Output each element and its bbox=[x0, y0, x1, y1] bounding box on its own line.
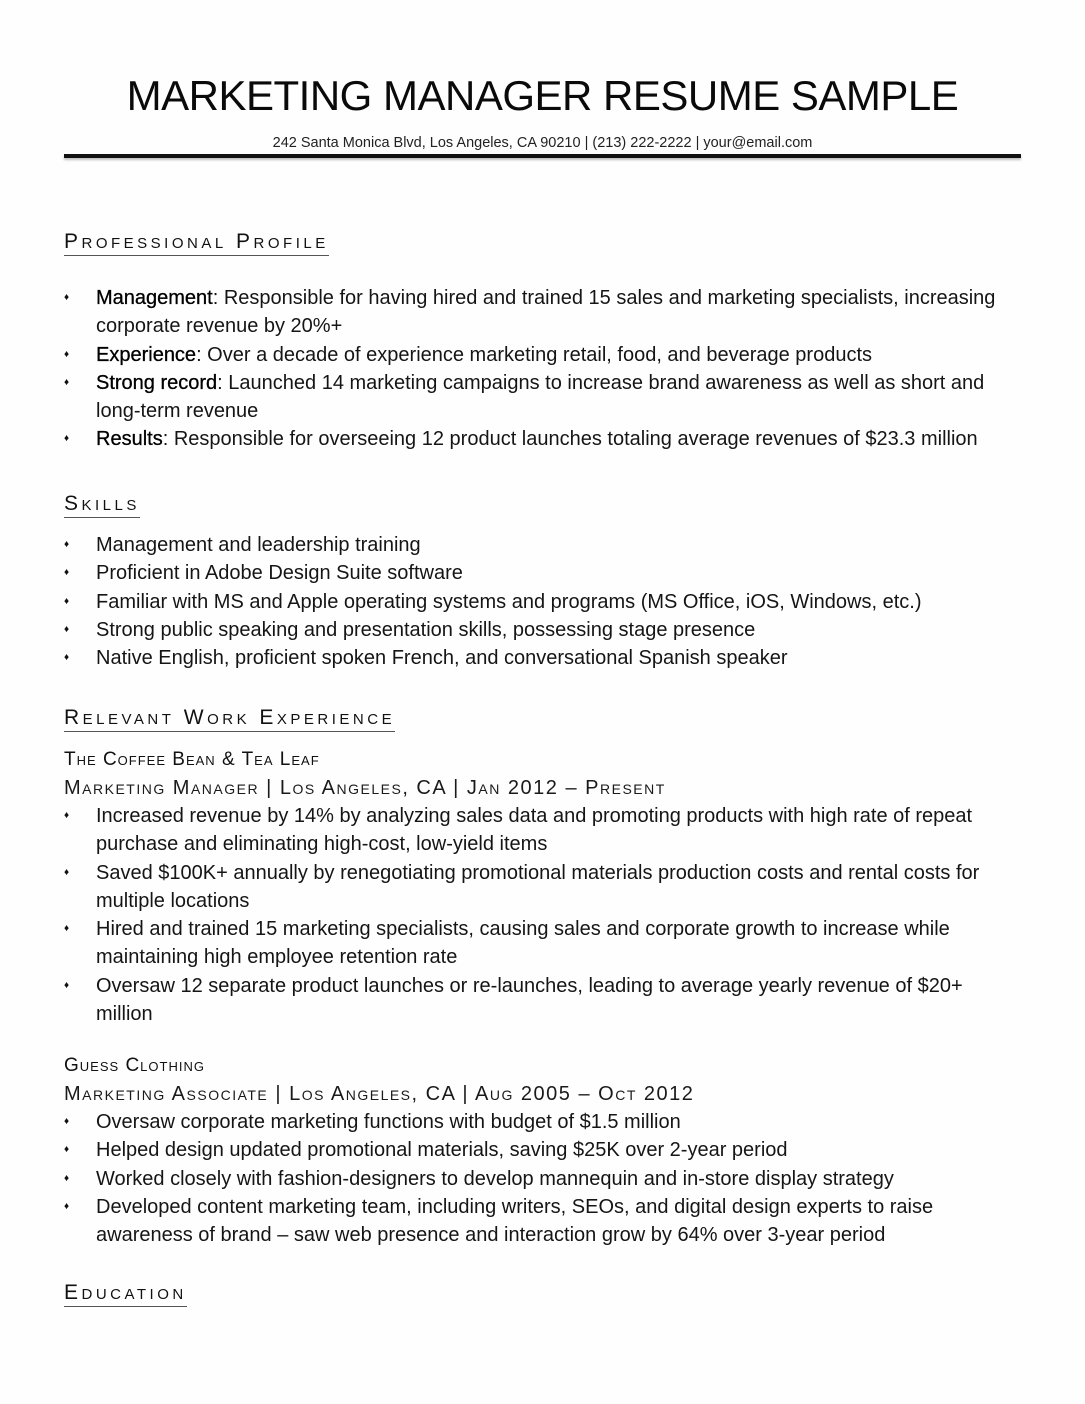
header-divider bbox=[64, 154, 1021, 158]
job-role: Marketing Associate | Los Angeles, CA | Aug 2005 – Oct 2012 bbox=[64, 1083, 695, 1105]
section-title-experience: Relevant Work Experience bbox=[64, 706, 395, 732]
list-item bbox=[64, 341, 1034, 369]
list-item: ♦ Saved $100K+ annually by renegotiating promotional materials production costs and rental costs for multiple locations bbox=[64, 859, 1034, 916]
profile-item-label: Experience bbox=[96, 343, 197, 366]
profile-item-text: : Responsible for overseeing 12 product launches totaling average revenues of $23.3 million bbox=[162, 428, 978, 451]
job-bullets bbox=[64, 802, 1034, 1028]
list-item: ♦ Hired and trained 15 marketing specialists, causing sales and corporate growth to increase while maintaining high employee retention rate bbox=[64, 915, 1034, 972]
resume-title: MARKETING MANAGER RESUME SAMPLE bbox=[126, 72, 959, 119]
list-item: ♦ Developed content marketing team, including writers, SEOs, and digital design experts to raise awareness of brand – saw web presence and interaction grow by 64% over 3-year period bbox=[64, 1193, 1034, 1250]
profile-item-text: : Over a decade of experience marketing retail, food, and beverage products bbox=[196, 343, 873, 366]
profile-item-label: Results bbox=[96, 428, 163, 451]
list-item bbox=[64, 284, 1034, 341]
list-item: ♦ Helped design updated promotional materials, saving $25K over 2-year period bbox=[64, 1136, 1034, 1164]
list-item: ♦ Worked closely with fashion-designers to develop mannequin and in-store display strategy bbox=[64, 1165, 1034, 1193]
list-item bbox=[64, 425, 1034, 453]
section-title-skills: Skills bbox=[64, 492, 140, 518]
job-role: Marketing Manager | Los Angeles, CA | Jan 2012 – Present bbox=[64, 777, 666, 799]
list-item: ♦ Oversaw 12 separate product launches or re-launches, leading to average yearly revenue of $20+ million bbox=[64, 972, 1034, 1029]
profile-item-label: Strong record bbox=[96, 371, 218, 394]
job-bullets bbox=[64, 1108, 1034, 1249]
profile-item-label: Management bbox=[96, 287, 213, 309]
section-title-education: Education bbox=[64, 1281, 187, 1307]
profile-item-text: : Responsible for having hired and trained 15 sales and marketing specialists, increasing corporate revenue by 20%+ bbox=[96, 287, 996, 338]
list-item: ♦ Strong public speaking and presentation skills, possessing stage presence bbox=[64, 616, 1034, 644]
section-title-profile: Professional Profile bbox=[64, 230, 329, 256]
list-item bbox=[64, 369, 1034, 426]
company-name: Guess Clothing bbox=[64, 1055, 205, 1076]
company-name: The Coffee Bean & Tea Leaf bbox=[64, 749, 320, 770]
list-item: ♦ Oversaw corporate marketing functions with budget of $1.5 million bbox=[64, 1108, 1034, 1136]
list-item: ♦ Native English, proficient spoken French, and conversational Spanish speaker bbox=[64, 644, 1034, 672]
list-item: ♦ Familiar with MS and Apple operating systems and programs (MS Office, iOS, Windows, etc.) bbox=[64, 588, 1034, 616]
list-item: ♦ Proficient in Adobe Design Suite software bbox=[64, 559, 1034, 587]
skills-list bbox=[64, 531, 1034, 672]
profile-list bbox=[64, 284, 1034, 454]
contact-line: 242 Santa Monica Blvd, Los Angeles, CA 90210 | (213) 222-2222 | your@email.com bbox=[272, 135, 813, 151]
list-item: ♦ Increased revenue by 14% by analyzing sales data and promoting products with high rate of repeat purchase and eliminating high-cost, low-yield items bbox=[64, 802, 1034, 859]
profile-item-text: : Launched 14 marketing campaigns to increase brand awareness as well as short and long-term revenue bbox=[96, 371, 985, 423]
list-item: ♦ Management and leadership training bbox=[64, 531, 1034, 559]
